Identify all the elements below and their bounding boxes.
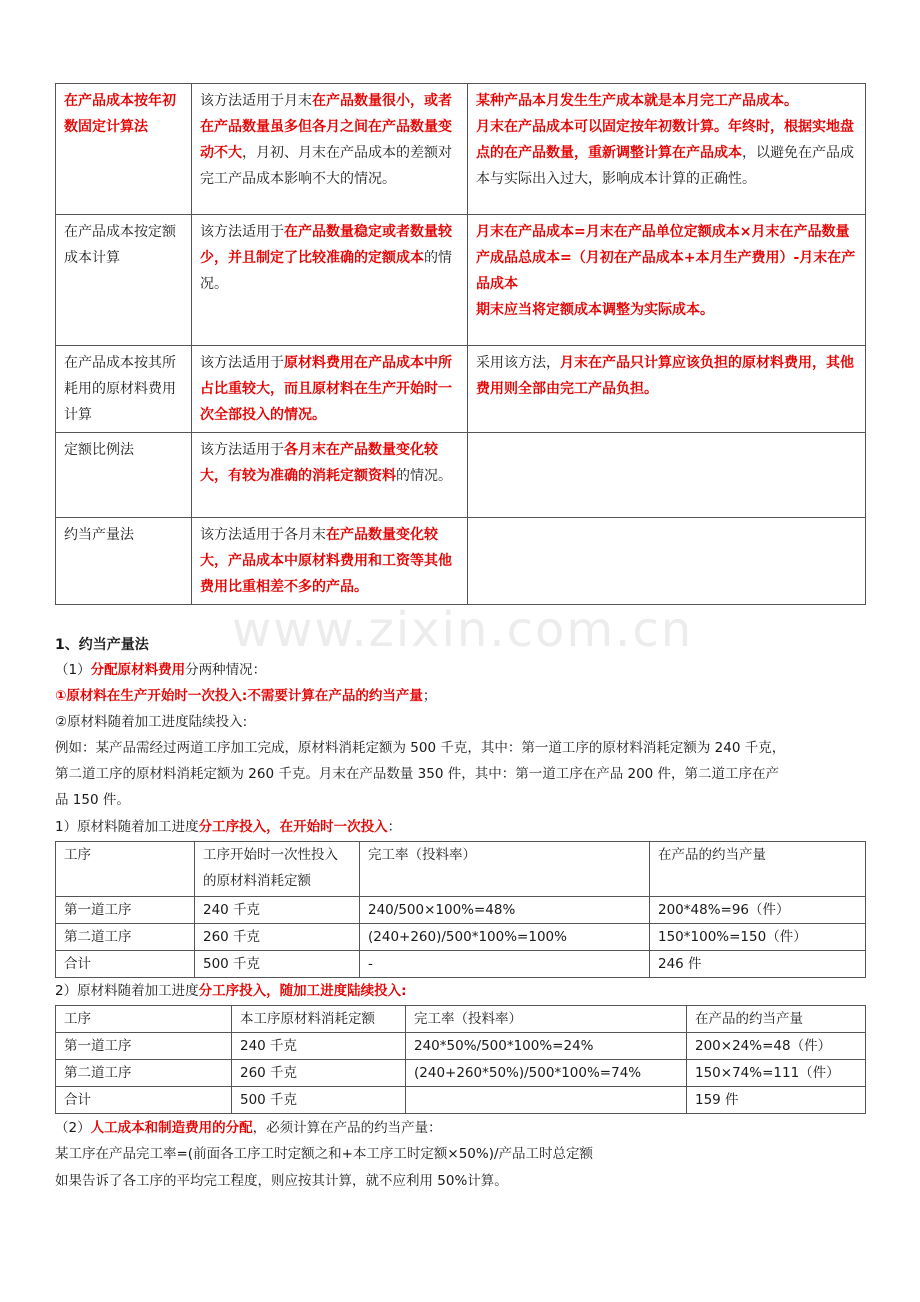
method-calc-cell	[468, 84, 866, 215]
table-cell: 260 千克	[232, 1060, 406, 1087]
header-cell: 工序	[56, 1006, 232, 1033]
header-cell: 工序	[56, 842, 195, 897]
table-cell: 500 千克	[195, 951, 360, 978]
table-cell: 159 件	[687, 1087, 866, 1114]
method-name-cell	[56, 84, 192, 215]
formula-finished-goods: 产成品总成本=（月初在产品成本+本月生产费用）-月末在产品成本	[476, 250, 856, 292]
table-cell	[406, 1087, 687, 1114]
header-cell: 工序开始时一次性投入的原材料消耗定额	[195, 842, 360, 897]
method-condition-cell	[192, 215, 468, 346]
paragraph-text: （1）	[55, 662, 91, 678]
table-row	[56, 1060, 866, 1087]
formula-adjust-note: 期末应当将定额成本调整为实际成本。	[476, 302, 714, 318]
method-name: 在产品成本按其所耗用的原材料费用计算	[64, 355, 176, 423]
table1-caption	[55, 816, 401, 838]
header-cell: 在产品的约当产量	[687, 1006, 866, 1033]
table-header-row	[56, 842, 866, 897]
table-row	[56, 518, 866, 605]
condition-text: 该方法适用于月末	[200, 93, 312, 109]
paragraph-material-allocation	[55, 659, 266, 681]
paragraph-text: ，必须计算在产品的约当产量：	[252, 1120, 442, 1136]
caption-text: 2）原材料随着加工进度	[55, 983, 199, 999]
method-condition-cell	[192, 518, 468, 605]
table-one-time-input	[55, 841, 866, 978]
calc-highlight: 某种产品本月发生生产成本就是本月完工产品成本。	[476, 93, 798, 109]
table-cell: 500 千克	[232, 1087, 406, 1114]
section-title: 1、约当产量法	[55, 637, 149, 653]
caption-text: 1）原材料随着加工进度	[55, 819, 199, 835]
method-name-cell	[56, 518, 192, 605]
paragraph-text: ；	[422, 688, 437, 704]
method-name: 在产品成本按定额成本计算	[64, 224, 176, 266]
condition-highlight: 原材料费用在产品成本中所占比重较大，而且原材料在生产开始时一次全部投入的情况。	[200, 355, 452, 423]
paragraph-text: 分两种情况：	[185, 662, 267, 678]
paragraph-case-one	[55, 685, 436, 707]
method-condition-cell	[192, 346, 468, 433]
header-cell: 完工率（投料率）	[406, 1006, 687, 1033]
watermark: www.zixin.com.cn	[232, 602, 694, 658]
table-cell: 240 千克	[195, 897, 360, 924]
paragraph-highlight: 分配原材料费用	[90, 662, 186, 678]
table-cell: -	[360, 951, 650, 978]
condition-text: ，月初、月末在产品成本的差额对完工产品成本影响不大的情况。	[200, 145, 452, 187]
formula-ending-wip: 月末在产品成本=月末在产品单位定额成本×月末在产品数量	[476, 224, 850, 240]
table-row	[56, 1033, 866, 1060]
condition-highlight: 在产品数量稳定或者数量较少，并且制定了比较准确的定额成本	[200, 224, 452, 266]
paragraph-text: （2）	[55, 1120, 91, 1136]
table-cell: 240*50%/500*100%=24%	[406, 1033, 687, 1060]
method-condition-cell	[192, 84, 468, 215]
paragraph-case-two: ②原材料随着加工进度陆续投入:	[55, 714, 248, 730]
table-row	[56, 215, 866, 346]
method-name: 在产品成本按年初数固定计算法	[64, 93, 176, 135]
paragraph-example: 例如：某产品需经过两道工序加工完成，原材料消耗定额为 500 千克，其中：第一道工序的原材料消耗定额为 240 千克，	[55, 740, 786, 756]
method-calc-cell	[468, 215, 866, 346]
method-name-cell	[56, 215, 192, 346]
table-cell: (240+260*50%)/500*100%=74%	[406, 1060, 687, 1087]
table-cell: 150×74%=111（件）	[687, 1060, 866, 1087]
method-name: 定额比例法	[64, 442, 134, 458]
caption-highlight: 分工序投入，在开始时一次投入	[198, 819, 388, 835]
table-row	[56, 1087, 866, 1114]
paragraph-example: 品 150 件。	[55, 792, 130, 808]
method-name-cell	[56, 433, 192, 518]
table-cell: (240+260)/500*100%=100%	[360, 924, 650, 951]
condition-text: 的情况。	[396, 468, 452, 484]
method-calc-cell	[468, 346, 866, 433]
table-cell: 第一道工序	[56, 897, 195, 924]
method-calc-cell	[468, 518, 866, 605]
table-cell: 260 千克	[195, 924, 360, 951]
table-cell: 200*48%=96（件）	[650, 897, 866, 924]
table-cell: 第二道工序	[56, 1060, 232, 1087]
calc-text: ，以避免在产品成本与实际出入过大，影响成本计算的正确性。	[476, 145, 854, 187]
table-cell: 合计	[56, 951, 195, 978]
condition-text: 该方法适用于各月末	[200, 527, 326, 543]
paragraph-note: 如果告诉了各工序的平均完工程度，则应按其计算，就不应利用 50%计算。	[55, 1173, 508, 1189]
table-row	[56, 433, 866, 518]
table-row	[56, 346, 866, 433]
table-cell: 240/500×100%=48%	[360, 897, 650, 924]
table-cell: 240 千克	[232, 1033, 406, 1060]
table-row	[56, 924, 866, 951]
paragraph-highlight: 人工成本和制造费用的分配	[90, 1120, 253, 1136]
method-name: 约当产量法	[64, 527, 134, 543]
condition-highlight: 各月末在产品数量变化较大，有较为准确的消耗定额资料	[200, 442, 438, 484]
table-cell: 第一道工序	[56, 1033, 232, 1060]
table-cell: 150*100%=150（件）	[650, 924, 866, 951]
table2-caption	[55, 980, 407, 1002]
table-cell: 246 件	[650, 951, 866, 978]
condition-highlight: 在产品数量变化较大，产品成本中原材料费用和工资等其他费用比重相差不多的产品。	[200, 527, 452, 595]
method-name-cell	[56, 346, 192, 433]
condition-text: 该方法适用于	[200, 442, 284, 458]
calc-text: 采用该方法，	[476, 355, 560, 371]
table-header-row	[56, 1006, 866, 1033]
paragraph-highlight: ①原材料在生产开始时一次投入:不需要计算在产品的约当产量	[55, 688, 423, 704]
caption-text: ：	[387, 819, 402, 835]
table-cell: 合计	[56, 1087, 232, 1114]
method-calc-cell	[468, 433, 866, 518]
header-cell: 在产品的约当产量	[650, 842, 866, 897]
table-gradual-input	[55, 1005, 866, 1114]
header-cell: 完工率（投料率）	[360, 842, 650, 897]
condition-text: 该方法适用于	[200, 355, 284, 371]
paragraph-labor-allocation	[55, 1117, 442, 1139]
condition-text: 的情况。	[200, 250, 452, 292]
caption-highlight: 分工序投入，随加工进度陆续投入:	[198, 983, 407, 999]
paragraph-example: 第二道工序的原材料消耗定额为 260 千克。月末在产品数量 350 件，其中：第一道工序在产品 200 件，第二道工序在产	[55, 766, 780, 782]
table-cell: 200×24%=48（件）	[687, 1033, 866, 1060]
table-row	[56, 951, 866, 978]
header-cell: 本工序原材料消耗定额	[232, 1006, 406, 1033]
condition-highlight: 在产品数量很小，或者在产品数量虽多但各月之间在产品数量变动不大	[200, 93, 452, 161]
calc-highlight: 月末在产品只计算应该负担的原材料费用，其他费用则全部由完工产品负担。	[476, 355, 854, 397]
table-row	[56, 84, 866, 215]
table-cell: 第二道工序	[56, 924, 195, 951]
calc-highlight: 月末在产品成本可以固定按年初数计算。年终时，根据实地盘点的在产品数量，重新调整计算在产品成本	[476, 119, 854, 161]
paragraph-completion-formula: 某工序在产品完工率=(前面各工序工时定额之和+本工序工时定额×50%)/产品工时总定额	[55, 1146, 594, 1162]
method-comparison-table	[55, 83, 866, 605]
method-condition-cell	[192, 433, 468, 518]
table-row	[56, 897, 866, 924]
condition-text: 该方法适用于	[200, 224, 284, 240]
